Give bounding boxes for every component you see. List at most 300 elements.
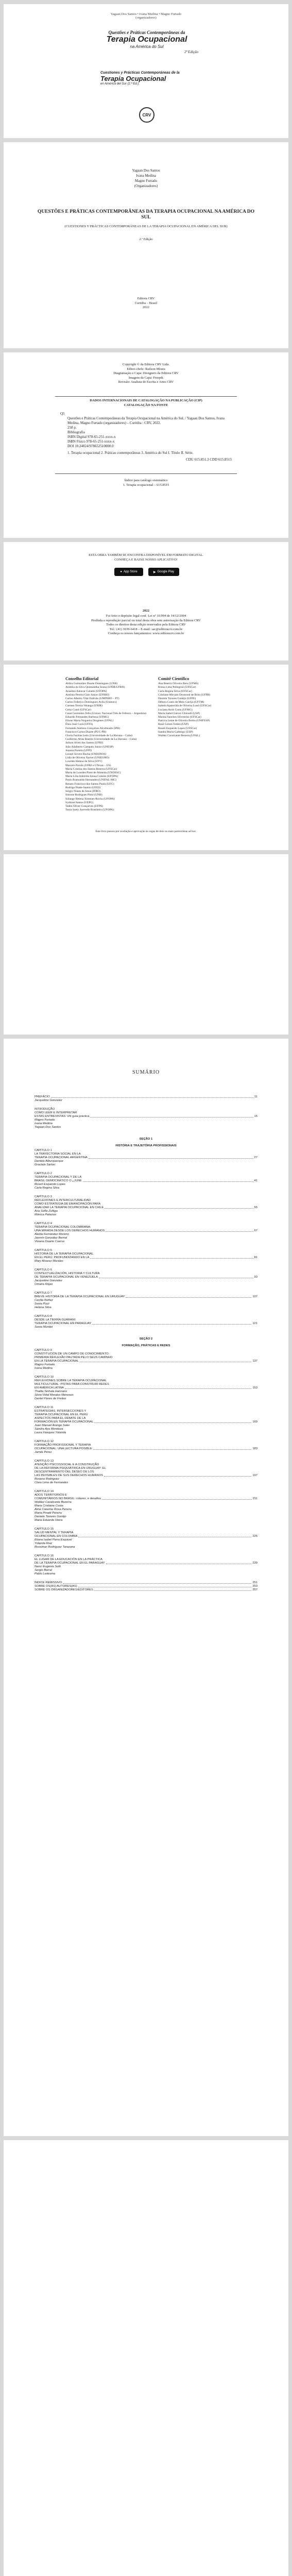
council-member: Rodrigo Pratte-Santos (UFES): [65, 786, 101, 789]
council-member: Maria de Lourdes Pinto de Almeida (UNOESC): [65, 771, 121, 775]
toc-entry[interactable]: [35, 1562, 257, 1565]
toc-entry[interactable]: [35, 1463, 257, 1467]
committee-member: Isabela Aparecida de Oliveira Lussi (UFSCar): [158, 704, 212, 708]
toc-author: Clara Lima de Fernandes: [35, 1481, 68, 1484]
toc-entry[interactable]: [35, 1447, 257, 1451]
cip-line: 1. Terapia ocupacional 2. Práticas contemporâneas 3. América do Sul I. Título II. Série.: [67, 451, 194, 455]
council-member: Paulo Romualdo Hernandes (UNIFAL-MG): [65, 778, 116, 782]
toc-entry-label: BREVE HISTORIA DE LA TERAPIA OCUPACIONAL EN URUGUAY: [35, 1295, 125, 1298]
toc-author: Daniel Flores de Freitas: [35, 1397, 66, 1400]
editorial-council: [65, 677, 148, 812]
toc-entry-label: CAPÍTULO 13: [35, 1460, 54, 1463]
publisher-block: [4, 297, 288, 310]
council-member: João Adalberto Campato Junior (UNESP): [65, 745, 114, 749]
cip-rule-bottom: [55, 473, 237, 474]
toc-entry[interactable]: [35, 1272, 257, 1276]
toc-entry[interactable]: [35, 1528, 257, 1531]
toc-entry-label: TERAPIA OCUPACIONAL ARGENTINA: [35, 1156, 88, 1159]
toc-entry[interactable]: [35, 1295, 257, 1299]
legal-line: Foi feito o depósito legal conf. Lei nº 10.994 de 14/12/2004: [106, 614, 186, 618]
scientific-committee-heading: Comitê Científico: [158, 676, 190, 681]
toc-entry-label: COMUNITÁRIOS NO BRASIL: colares, e desafios: [35, 1497, 101, 1500]
author-line: Magno Furtado: [134, 179, 158, 183]
digital-notice: [4, 553, 288, 562]
credits-page: [4, 352, 288, 538]
council-member: Sérgio Nunes de Jesus (IFRO): [65, 790, 100, 793]
cover-title-block: [95, 30, 198, 54]
cover-spanish-title: [100, 71, 203, 86]
toc-author: Mónica Palacios: [35, 1213, 57, 1216]
council-member: Anselmo Alencar Colares (UFOPA): [65, 689, 107, 693]
cover-organizers-line: (organizadores): [135, 16, 157, 20]
toc-leader-dots: [65, 1388, 251, 1389]
toc-author: Magno Furtado: [35, 1363, 55, 1366]
toc-entry-label: CAPÍTULO 3: [35, 1195, 52, 1198]
google-play-button[interactable]: [148, 568, 179, 576]
toc-entry-label: CAPÍTULO 7: [35, 1292, 52, 1295]
toc-author: Sonia Montiel: [35, 1326, 53, 1329]
toc-page-number: 251: [252, 1581, 257, 1584]
toc-leader-dots: [126, 1297, 251, 1298]
toc-page-number: 183: [252, 1447, 257, 1450]
toc-entry[interactable]: [35, 1252, 257, 1256]
toc-leader-dots: [94, 1422, 251, 1423]
toc-entry-label: HISTORIA DE LA TERAPIA OCUPACIONAL: [35, 1252, 94, 1256]
toc-entry-label: CONSTITUCIÓN DE UN CAMPO DE CONOCIMIENTO:: [35, 1352, 110, 1355]
credit-line: Editor-chefe: Railson Moura: [127, 367, 165, 371]
toc-entry-label: DESDE LA TIERRA GUARANÍ:: [35, 1318, 76, 1321]
toc-leader-dots: [83, 1181, 253, 1182]
toc-entry[interactable]: [35, 1588, 257, 1592]
scientific-committee-list: [158, 682, 241, 738]
toc-entry-label: INTRODUÇÃO: [35, 1108, 55, 1111]
toc-entry-label: REFLEXIONES E INTERCULTURALIDAD: [35, 1199, 91, 1202]
cip-line: DOI 10.24824/978652510000.0: [67, 444, 114, 448]
toc-entry[interactable]: [35, 1349, 257, 1352]
toc-author: Graciela Sartori: [35, 1163, 56, 1166]
toc-author: Marta Pinatti Pereira: [35, 1512, 62, 1515]
toc-page-number: 169: [252, 1420, 257, 1423]
legal-line: Tel.: (41) 3039-6418 – E-mail: sac@editoracrv.com.br: [109, 627, 183, 631]
toc-entry-label: CAPÍTULO 5: [35, 1249, 52, 1252]
toc-entry[interactable]: [35, 1413, 257, 1417]
cip-line: ISBN Digital 978-65-251-xxxx-x: [67, 435, 116, 439]
toc-leader-dots: [63, 1583, 251, 1584]
scientific-committee: [158, 677, 241, 738]
toc-entry[interactable]: [35, 1352, 257, 1356]
toc-page-number: 197: [252, 1474, 257, 1477]
cip-header: [4, 399, 288, 408]
toc-entry[interactable]: [35, 1410, 257, 1413]
toc-page-number: 137: [252, 1360, 257, 1363]
cover-authors-line: Yagaan Dos Santos • Ivana Medina • Magno Furtado: [110, 12, 182, 16]
toc-entry[interactable]: [35, 1376, 257, 1379]
committee-member: Maria Isabel Garcez Ghirardi (USP): [158, 711, 200, 715]
toc-entry[interactable]: [35, 1249, 257, 1252]
toc-entry[interactable]: [35, 1531, 257, 1535]
toc-entry[interactable]: [35, 1095, 257, 1099]
play-icon: ▶: [153, 570, 156, 574]
toc-entry[interactable]: [35, 1444, 257, 1447]
toc-entry[interactable]: [35, 1386, 257, 1390]
council-member: Marcelo Paixão (UFRJ e UTexas – US): [65, 764, 111, 767]
toc-entry[interactable]: [35, 1256, 257, 1260]
toc-entry[interactable]: [35, 1111, 257, 1115]
toc-entry-label: CAPÍTULO 1: [35, 1149, 52, 1152]
toc-entry[interactable]: [35, 1585, 257, 1588]
toc-entry-label: PREFÁCIO: [35, 1095, 50, 1098]
committee-member: Bruna Lima Pellegrini (UFSCar): [158, 686, 196, 689]
toc-page-number: 81: [254, 1256, 257, 1259]
half-title-page: [4, 142, 288, 348]
toc-page-number: 121: [252, 1322, 257, 1325]
council-member: Francisco Carlos Duarte (PUC-PR): [65, 730, 107, 734]
toc-entry[interactable]: [35, 1156, 257, 1160]
toc-entry-label: CAPÍTULO 9: [35, 1349, 52, 1352]
notice-page: [4, 542, 288, 660]
committee-member: Débora Couto de Melo Carrijo (UFTM): [158, 701, 204, 704]
toc-entry[interactable]: [35, 1292, 257, 1295]
toc-author: Sonia Pizzi: [35, 1302, 49, 1306]
toc-leader-dots: [104, 1476, 251, 1477]
toc-entry[interactable]: [35, 1356, 257, 1360]
toc-leader-dots: [105, 1208, 253, 1209]
cip-subtitle: CATALOGAÇÃO NA FONTE: [124, 403, 168, 407]
toc-author: Silvia Vidal Morales Meneses: [35, 1394, 74, 1397]
toc-page-number: 55: [254, 1206, 257, 1209]
book-title: QUESTÕES E PRÁTICAS CONTEMPORÂNEAS DA TERAPIA OCUPACIONAL NA AMÉRICA DO SUL: [37, 209, 255, 220]
council-member: Carlos Federico Dominguez Avila (Unieuro): [65, 701, 117, 704]
toc-author: Nanci Eugenia Sotti: [35, 1565, 61, 1568]
council-member: Antônio Pereira Gaio Júnior (UFRRJ): [65, 693, 110, 697]
toc-entry-label: EN EL PERÚ: PROFUNDIZANDO EN LA: [35, 1256, 90, 1259]
toc-entry[interactable]: [35, 1202, 257, 1206]
toc-leader-dots: [92, 1324, 251, 1325]
cover-title-region: na América do Sul: [130, 44, 164, 49]
toc-entry[interactable]: [35, 1115, 257, 1118]
cip-title: DADOS INTERNACIONAIS DE CATALOGAÇÃO NA PUBLICAÇÃO (CIP): [90, 399, 202, 402]
logo-text: CRV: [142, 112, 151, 117]
council-member: Carlos Alberto Vilar Estêvão (UMINHO – PT): [65, 697, 119, 701]
toc-author: Jacqueline Gonzalez: [35, 1279, 62, 1282]
council-member: Élsio José Corá (UFFS): [65, 723, 93, 726]
toc-entry-label: EL LUGAR DE LA EDUCACIÓN EN LA PRÁCTICA: [35, 1558, 102, 1561]
apple-icon: ●: [120, 570, 122, 573]
toc-entry-label: MULTICULTURAL: PISTAS PARA CONSTRUIR REDES: [35, 1383, 109, 1386]
cover-title-main: Terapia Ocupacional: [106, 35, 187, 44]
toc-entry-label: CAPÍTULO 11: [35, 1406, 54, 1409]
legal-line: Proibida a reprodução parcial ou total desta obra sem autorização da Editora CRV: [91, 618, 201, 622]
council-member: Tania Suely Azevedo Brasileiro (UFOPA): [65, 808, 114, 812]
peer-review-note: Este livro passou por avaliação e aprovação às cegas de dois ou mais pareceristas ad hoc.: [95, 830, 197, 833]
toc-entry[interactable]: [35, 1179, 257, 1183]
toc-author: Roseli Esquerdo Lopes: [35, 1183, 65, 1186]
toc-author: Daniela Alburquerque: [35, 1160, 63, 1163]
publisher-city: Curitiba – Brasil: [134, 301, 158, 305]
toc-entry-label: COMO ESTRATEGIA DE EMANCIPACIÓN PARA: [35, 1202, 101, 1206]
council-member: Elione Maria Nogueira Diogenes (UFAL): [65, 719, 114, 723]
toc-entry-label: CAPÍTULO 8: [35, 1315, 52, 1318]
toc-section-heading: SEÇÃO 1: [139, 1138, 153, 1141]
toc-entry[interactable]: [35, 1420, 257, 1424]
toc-section-heading: FORMAÇÃO, PRÁTICAS E REDES: [122, 1344, 170, 1347]
committee-member: Sandra Maria Galheigo (USP): [158, 730, 193, 734]
toc-entry[interactable]: [35, 1581, 257, 1585]
council-member: Guillermo Arias Beatón (Universidade de La Havana – Cuba): [65, 738, 137, 741]
cover-edition: 2ª Edição: [184, 50, 198, 54]
toc-entry[interactable]: [35, 1153, 257, 1156]
toc-author: Yagaan Dos Santos: [35, 1126, 61, 1129]
toc-entry[interactable]: [35, 1558, 257, 1562]
notice-year: 2022: [143, 609, 149, 613]
toc-entry[interactable]: [35, 1460, 257, 1463]
council-member: Fernando Antônio Gonçalves Alcoforado (IPB): [65, 726, 120, 730]
toc-entry[interactable]: [35, 1440, 257, 1444]
toc-author: Daniela Tavares Gontijo: [35, 1515, 66, 1518]
toc-entry-label: TERAPIA OCUPACIONAL EN PARAGUAY: [35, 1322, 92, 1325]
toc-page-number: 253: [252, 1585, 257, 1588]
legal-address: [4, 614, 288, 636]
author-line: Ivana Medina: [136, 174, 156, 178]
toc-entry[interactable]: [35, 1195, 257, 1199]
council-member: Maria Lília Imbiriba Sousa Colares (UFOPA): [65, 775, 118, 778]
council-member: Leonel Severo Rocha (UNISINOS): [65, 753, 107, 756]
toc-page-number: 41: [254, 1179, 257, 1182]
toc-author: Omaira Rojas: [35, 1283, 53, 1286]
cip-line: Bibliografia: [67, 430, 85, 434]
committee-member: Luciana Assis Costa (UFMG): [158, 708, 193, 711]
toc-author: Eliana Isabel Parra Esquivel: [35, 1538, 72, 1541]
toc-entry-label: CAPÍTULO 16: [35, 1554, 54, 1557]
publisher-logo-icon: [139, 107, 154, 123]
legal-line: Conheça os nossos lançamentos: www.editoracrv.com.br: [108, 632, 184, 635]
index-title: Índice para catálogo sistemático: [124, 479, 168, 482]
toc-entry[interactable]: [35, 1226, 257, 1229]
toc-entry-label: ESTRATEGIAS, INTERSECCIONES Y: [35, 1410, 87, 1413]
toc-page-number: 257: [252, 1588, 257, 1591]
toc-entry[interactable]: [35, 1176, 257, 1179]
council-member: Lídia de Oliveira Xavier (UNIEURO): [65, 756, 110, 760]
toc-section-heading: HISTÓRIA E TRAJETÓRIA PROFISSIONAIS: [115, 1144, 177, 1147]
toc-entry-label: REFLEXIONES SOBRE LA TERAPIA OCUPACIONAL: [35, 1379, 107, 1382]
toc-entry[interactable]: [35, 1383, 257, 1386]
toc-page-number: 225: [252, 1535, 257, 1538]
toc-entry[interactable]: [35, 1322, 257, 1326]
toc-entry[interactable]: [35, 1554, 257, 1558]
cover-spanish-a: Cuestiones y Prácticas Contemporáneas de la: [100, 71, 180, 75]
toc-entry-label: CAPÍTULO 4: [35, 1222, 52, 1225]
toc-author: Jacqueline Gonzalez: [35, 1099, 62, 1102]
toc-entry-label: EN LA TERAPIA OCUPACIONAL: [35, 1360, 79, 1363]
toc-entry-label: OCUPACIONAL EN COLOMBIA: [35, 1535, 78, 1538]
toc-entry-label: TERAPIA OCUPACIONAL COLOMBIANA:: [35, 1226, 91, 1229]
committee-member: Waldez Cavalcante Bezerra (UFAL): [158, 734, 200, 738]
toc-author: Jamile Pérez: [35, 1451, 52, 1454]
credit-line: Copyright © da Editora CRV Ltda.: [123, 363, 169, 366]
toc-entry-label: SALUD MENTAL Y TERAPIA: [35, 1531, 74, 1534]
council-member: Carmen Tereza Velanga (UNIR): [65, 704, 102, 708]
toc-entry-label: ATENÇÃO PSICOSSOCIAL E A CONSTRUÇÃO: [35, 1463, 99, 1466]
toc-author: Waldez Cavalcante Bezerra: [35, 1501, 72, 1504]
toc-entry[interactable]: [35, 1490, 257, 1494]
toc-entry-label: SOBRE OS ORGANIZADORES/EDITORES: [35, 1588, 93, 1591]
book-edition: 2.ª Edição: [139, 238, 153, 241]
toc-entry[interactable]: [35, 1268, 257, 1272]
toc-entry[interactable]: [35, 1379, 257, 1383]
toc-author: Yolanda Ruiz: [35, 1542, 53, 1545]
toc-page-number: 27: [254, 1156, 257, 1159]
toc-leader-dots: [89, 1158, 253, 1159]
cip-line: CDU 615.851.3 CDD 615.8515: [185, 457, 232, 462]
toc-entry-label: CAPÍTULO 12: [35, 1440, 54, 1443]
digital-notice-line: CONHEÇA E BAIXE NOSSO APLICATIVO!: [114, 557, 178, 562]
council-member: Jailson Alves dos Santos (UFRJ): [65, 741, 104, 745]
toc-entry[interactable]: [35, 1360, 257, 1363]
toc-author: Rossimar Rodríguez Tarazona: [35, 1546, 75, 1549]
editorial-council-heading: Conselho Editorial: [65, 676, 99, 681]
credits-block: [4, 363, 288, 385]
toc-entry-label: CONTEXTUALIZACIÓN, HISTORIA Y CULTURA: [35, 1272, 100, 1275]
editorial-council-list: [65, 682, 148, 812]
council-member: Aldira Guimarães Duarte Domínguez (UNB): [65, 682, 117, 686]
toc-page: [4, 1039, 288, 2136]
cover-spanish-c: en América del Sur (2.ª Ed.): [100, 82, 139, 86]
cover-page: [4, 4, 288, 138]
cip-line: 258 p.: [67, 426, 77, 430]
toc-entry[interactable]: [35, 1474, 257, 1478]
toc-entry[interactable]: [35, 1149, 257, 1153]
council-member: Sydione Santos (UEPG): [65, 801, 94, 804]
toc-leader-dots: [90, 1258, 253, 1259]
committee-member: Rosé Colom Toldrá (USP): [158, 723, 189, 726]
toc-leader-dots: [94, 1590, 251, 1591]
toc-entry-label: CAPÍTULO 6: [35, 1268, 52, 1272]
council-member: Solange Helena Ximenes-Rocha (UFOPA): [65, 797, 115, 801]
legal-line: Todos os direitos desta edição reservados pela Editora CRV: [106, 623, 186, 626]
app-store-button[interactable]: [114, 568, 143, 576]
toc-entry-label: DESCENTRAMIENTO DEL DESEO DE LOS: [35, 1470, 94, 1473]
toc-author: Maria Eduarda Vieira: [35, 1519, 63, 1522]
publisher-name: Editora CRV: [137, 297, 155, 300]
toc-author: Pablo Ledesma: [35, 1572, 56, 1575]
toc-entry[interactable]: [35, 1229, 257, 1233]
digital-notice-line: ESTA OBRA TAMBÉM SE ENCONTRA DISPONÍVEL EM FORMATO DIGITAL.: [89, 553, 203, 557]
toc-author: Aleida Fernández Moreno: [35, 1233, 69, 1236]
toc-entry[interactable]: [35, 1494, 257, 1497]
toc-entry[interactable]: [35, 1406, 257, 1410]
toc-entry-label: OCUPACIONAL: UNA LECTURA POSIBLE: [35, 1447, 92, 1450]
credit-line: Revisão: Analista de Escrita e Artes CRV: [118, 380, 174, 384]
toc-entry-label: CAPÍTULO 2: [35, 1172, 52, 1175]
toc-entry-label: ADOS TERRITORIOS E: [35, 1494, 67, 1497]
toc-author: Helena Silva: [35, 1306, 51, 1309]
committee-member: Marina Sanches Silvestrini (UFSCar): [158, 716, 201, 719]
committee-member: Patrícia Leme de Oliveira Borba (UNIFESP): [158, 719, 210, 723]
toc-entry[interactable]: [35, 1222, 257, 1226]
toc-leader-dots: [102, 1499, 252, 1500]
toc-page-number: 153: [252, 1386, 257, 1389]
toc-page-number: 239: [252, 1562, 257, 1565]
toc-entry[interactable]: [35, 1497, 257, 1501]
toc-page-number: 211: [252, 1497, 257, 1500]
council-member: Renato Francisco dos Santos Paula (UFG): [65, 782, 114, 786]
cip-rule-top: [55, 396, 237, 397]
council-member: Maria Cristina dos Santos Bezerra (UFSCar): [65, 767, 117, 771]
toc-entry-label: TERAPIA OCUPACIONAL Y DE LA: [35, 1176, 82, 1179]
index-line: 1. Terapia ocupacional – 615.8515: [123, 483, 169, 487]
author-line: (Organizadores): [134, 184, 158, 188]
toc-author: Cecilia Núñez: [35, 1299, 53, 1302]
toc-section-heading: SEÇÃO 2: [139, 1337, 153, 1341]
toc-page-number: 107: [252, 1295, 257, 1298]
committee-member: Daniela Tavares Gontijo (UFPE): [158, 697, 196, 701]
toc-entry[interactable]: [35, 1172, 257, 1176]
committee-member: Roseli Esquerdo Lopes (UFSCar): [158, 726, 197, 730]
toc-author: Sergio Barral: [35, 1569, 52, 1572]
committee-member: Ana Beatriz Oliveira Reis (UFMS): [158, 682, 199, 686]
cip-index: [4, 479, 288, 487]
toc-entry[interactable]: [35, 1315, 257, 1318]
council-member: Andréia da Silva Quintanilha Sousa (UNIR/UFRN): [65, 686, 125, 689]
toc-title: SUMÁRIO: [132, 1070, 160, 1075]
toc-author: Aline Catarine Rosa Pereira: [35, 1508, 72, 1511]
toc-entry-label: UNA MIRADA DESDE LOS DERECHOS HUMANOS: [35, 1229, 105, 1232]
toc-entry-label: LA TRAYECTORIA SOCIAL EN LA: [35, 1153, 81, 1156]
council-member: Lourdes Helena da Silva (UFV): [65, 760, 102, 764]
toc-page-number: 15: [254, 1115, 257, 1118]
toc-page-number: 67: [254, 1229, 257, 1232]
toc-entry-label: EN AMÉRICA LATINA: [35, 1386, 64, 1389]
council-member: Simone Rodrigues Pinto (UNB): [65, 793, 102, 797]
cover-title-italic: Questões e Práticas Contemporâneas da: [108, 30, 185, 35]
app-store-label: App Store: [123, 570, 138, 573]
toc-author: Rosana Rodriguez: [35, 1478, 60, 1481]
toc-author: Sandra Aya Mendoza: [35, 1428, 63, 1431]
cover-spanish-b: Terapia Ocupacional: [100, 75, 166, 82]
cip-line: Questões e Práticas Contemporâneas da Terapia Ocupacional na América do Sul. / Yagaan Dos Santos, Ivana Medina, Magno Furtado (organizadores) – Curitiba : CRV, 2022.: [67, 416, 225, 425]
toc-entry-label: FORMAÇÃO PROFISSIONAL Y TERAPIA: [35, 1444, 91, 1447]
cip-record: [60, 412, 232, 462]
toc-entry[interactable]: [35, 1318, 257, 1322]
toc-entry-label: SOBRE OS(AS) AUTORES(AS): [35, 1585, 77, 1588]
council-member: Gloria Fariñas León (Universidade de La Havana – Cuba): [65, 734, 132, 738]
toc-entry-label: BRASIL DEMOCRÁTICO O ¿JUNE: [35, 1179, 82, 1182]
toc-entry[interactable]: [35, 1535, 257, 1538]
toc-entry[interactable]: [35, 1199, 257, 1202]
toc-entry[interactable]: [35, 1206, 257, 1210]
toc-entry-label: DE LA TERAPIA OCUPACIONAL EN EL PARAGUAY: [35, 1562, 105, 1565]
committee-member: Cristiane Miryam Drumond de Brito (UFPB): [158, 693, 211, 697]
credit-line: Diagramação e Capa: Designers da Editora CRV: [113, 371, 179, 375]
toc-entry-label: ÍNDICE REMISSIVO: [35, 1581, 62, 1584]
toc-leader-dots: [93, 1449, 252, 1450]
toc-author: Viviana Duarte Cuervo: [35, 1240, 65, 1243]
author-line: Yagaan Dos Santos: [132, 168, 160, 173]
cip-line: Q5: [60, 412, 65, 416]
toc-entry-label: CAPÍTULO 15: [35, 1528, 54, 1531]
toc-entry[interactable]: [35, 1417, 257, 1420]
toc-author: Maria Cristiane Costa: [35, 1504, 63, 1507]
toc-entry[interactable]: [35, 1467, 257, 1470]
council-member: Cesar Gerónimo Tello (Univer. Nacional Três de Febrero – Argentina): [65, 711, 146, 715]
toc-entry[interactable]: [35, 1108, 257, 1111]
toc-entry[interactable]: [35, 1470, 257, 1474]
toc-entry[interactable]: [35, 1276, 257, 1279]
toc-author: Laura Vasquez Yolanda: [35, 1431, 66, 1434]
toc-author: Ana Sofía Zuñiga: [35, 1210, 58, 1213]
toc-entry-label: ANALIZAR LA TERAPIA OCUPACIONAL EN CHILE: [35, 1206, 104, 1209]
toc-entry-label: TERAPIA OCUPACIONAL EN EL PERÚ: [35, 1413, 88, 1416]
